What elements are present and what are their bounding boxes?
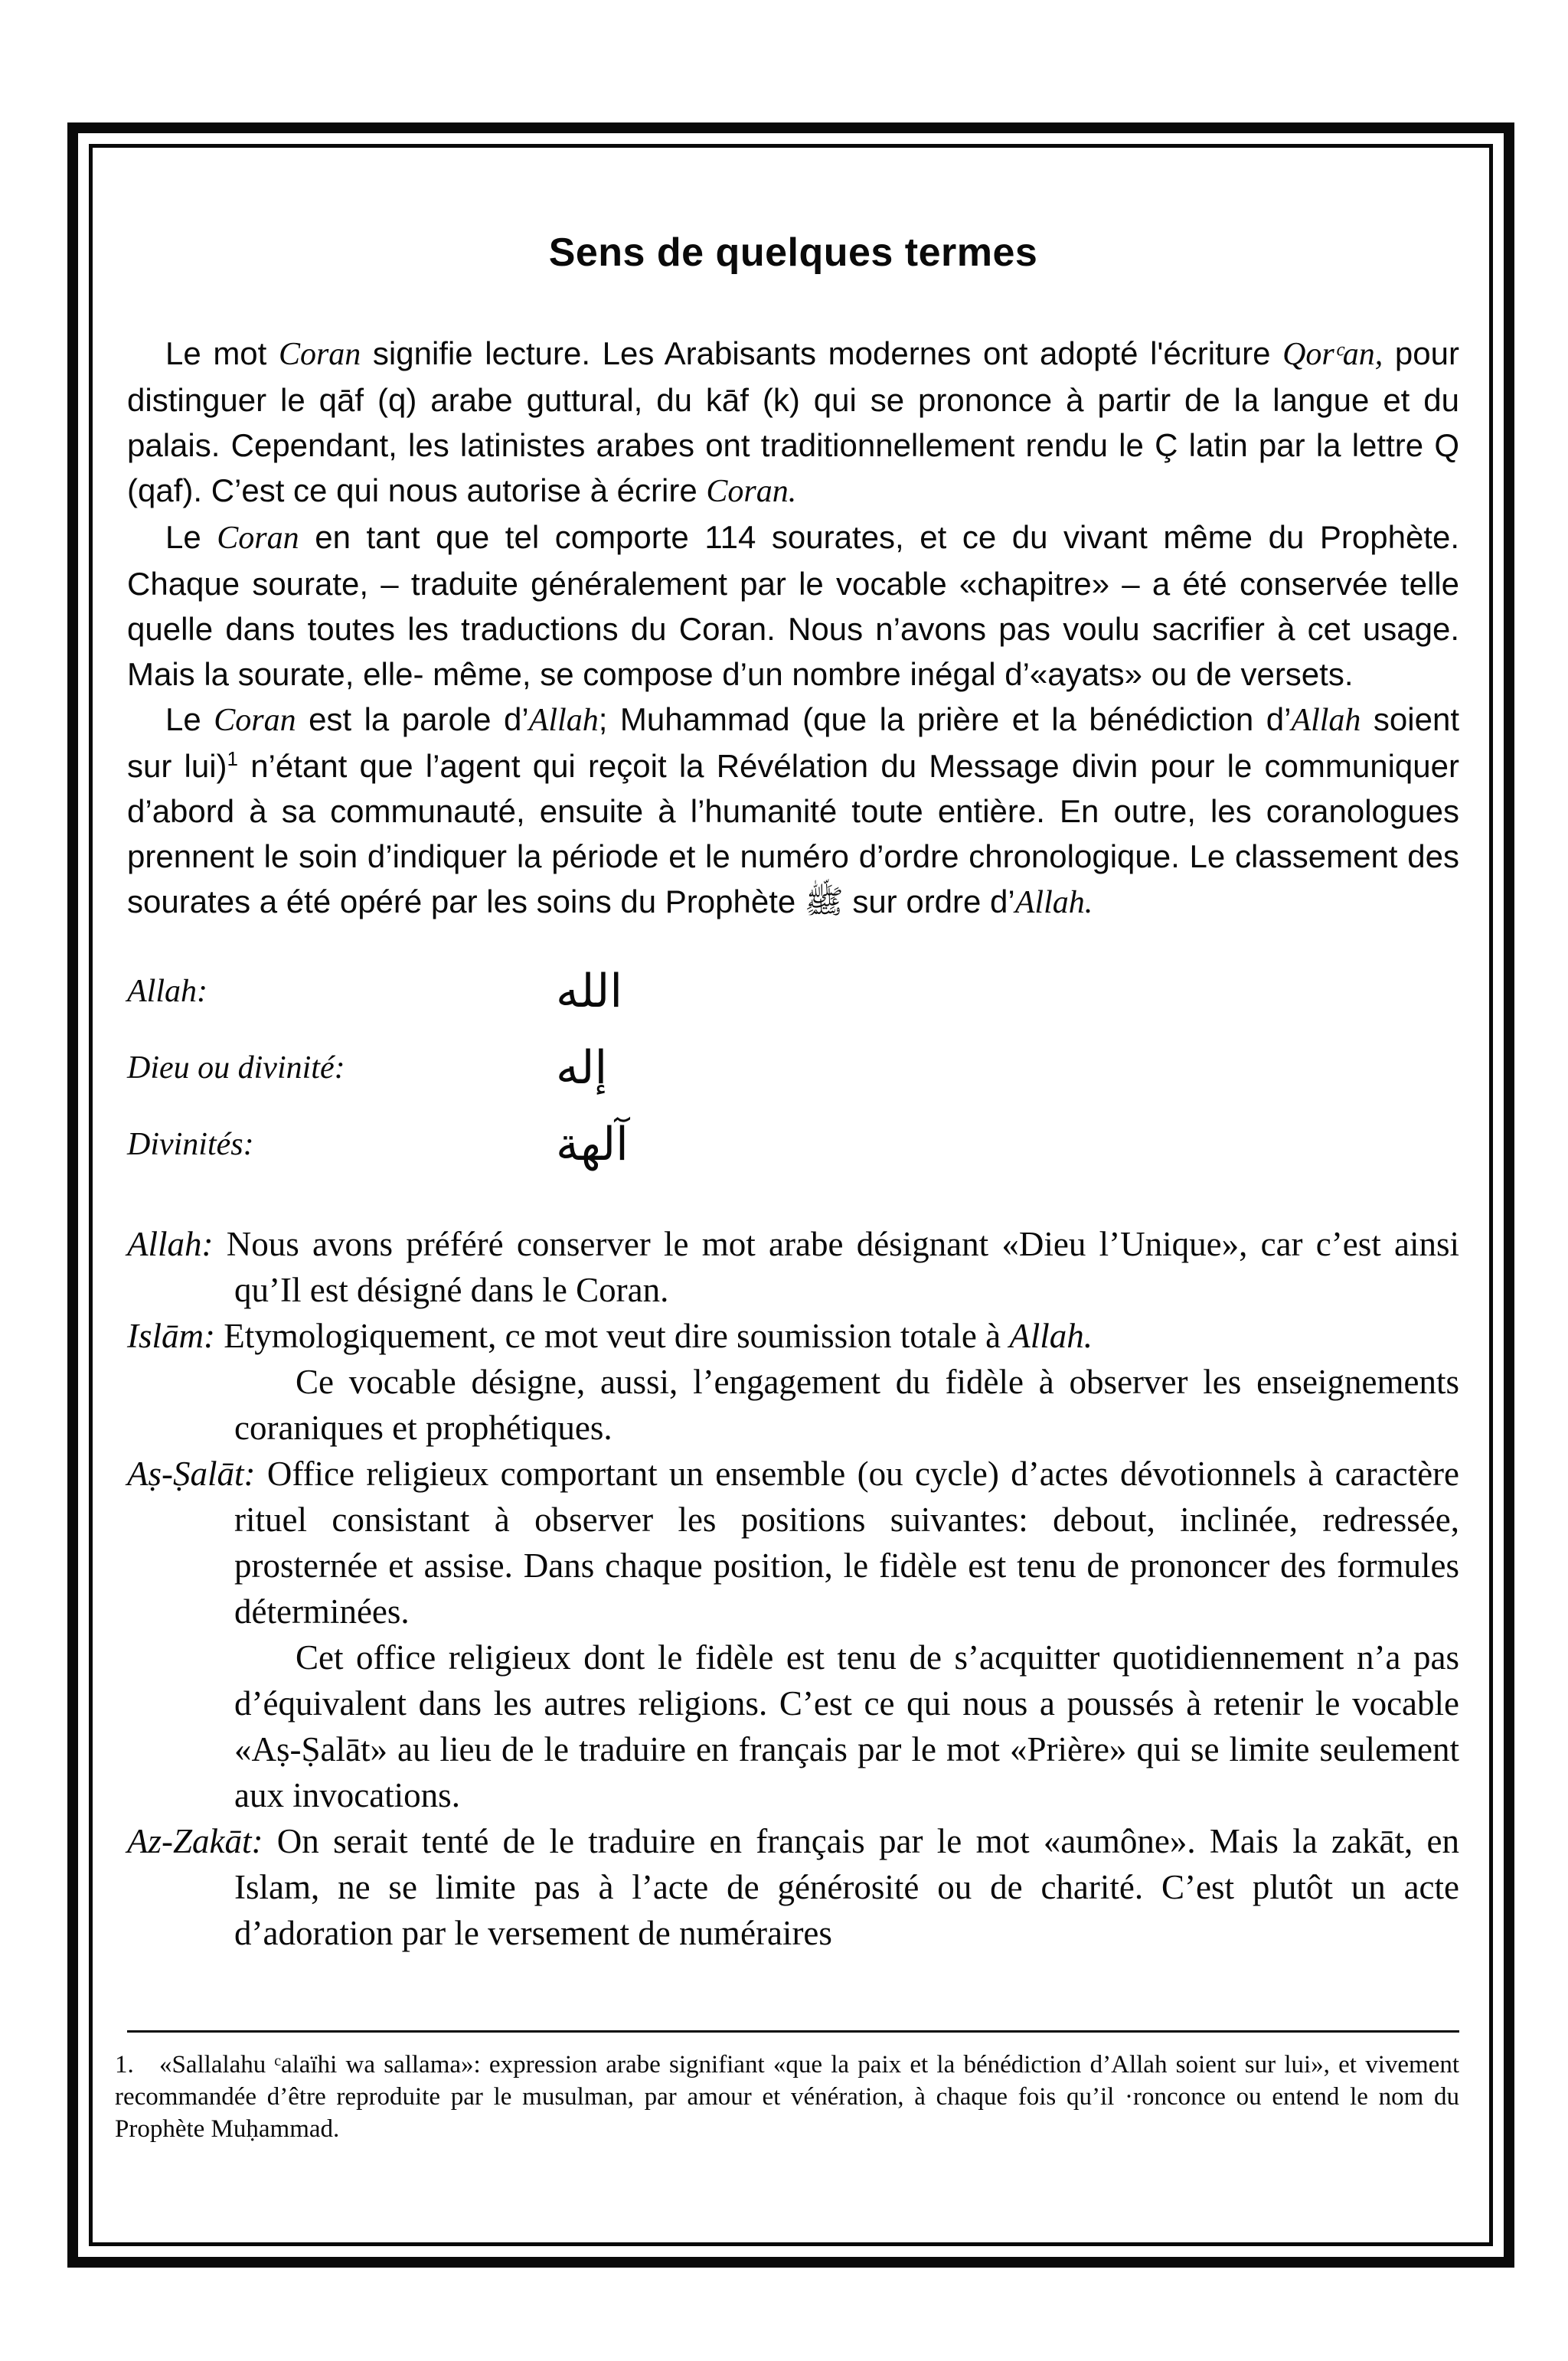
page-title: Sens de quelques termes xyxy=(548,230,1038,275)
term-label: Dieu ou divinité: xyxy=(127,1050,345,1086)
intro-paragraph-1: Le mot Coran signifie lecture. Les Arabisants modernes ont adopté l'écriture Qorᶜan, pour distinguer le qāf (q) arabe guttural, du kāf (k) qui se prononce à partir de la langue et du palais. Cependant, les latinistes arabes ont traditionnellement rendu le Ç latin par la lettre Q (qaf). C’est ce qui nous autorise à écrire Coran. xyxy=(127,335,1459,509)
footnote-divider xyxy=(127,2030,1459,2033)
footnote-marker: 1 xyxy=(227,747,239,770)
arabic-terms xyxy=(127,953,1459,1183)
footnote-number: 1. xyxy=(115,2051,134,2079)
definition-islam: Islām: Etymologiquement, ce mot veut dire soumission totale à Allah. xyxy=(127,1317,1093,1355)
intro-paragraph-3: Le Coran est la parole d’Allah; Muhammad (que la prière et la bénédiction d’Allah soient sur lui)$^1$ n’étant que l’agent qui reçoit la Révélation du Message divin pour le communiquer d’abord à sa communauté, ensuite à l’humanité toute entière. En outre, les coranologues prennent le soin d’indiquer la période et le numéro d’ordre chronologique. Le classement des sourates a été opéré par les soins du Prophète ﷺ sur ordre d’Allah. xyxy=(127,701,1460,920)
definition-allah: Allah: Nous avons préféré conserver le mot arabe désignant «Dieu l’Unique», car c’est ainsi qu’Il est désigné dans le Coran. xyxy=(127,1225,1459,1309)
term-row xyxy=(127,1106,1459,1183)
footnote-text: «Sallalahu ᶜalaïhi wa sallama»: expression arabe signifiant «que la paix et la bénédiction d’Allah soient sur lui», et vivement recommandée d’être reproduite par le musulman, par amour et vénération, à chaque fois qu’il ·ronconce ou entend le nom du Prophète Muḥammad. xyxy=(115,2051,1459,2143)
term-label: Divinités: xyxy=(127,1127,254,1162)
page-content xyxy=(127,230,1459,1956)
term-arabic: آلهة xyxy=(556,1118,629,1171)
term-row xyxy=(127,1030,1459,1106)
footnote xyxy=(115,2049,1459,2145)
term-arabic: إله xyxy=(556,1041,608,1095)
definition-salat: Aṣ-Ṣalāt: Office religieux comportant un ensemble (ou cycle) d’actes dévotionnels à caractère rituel consistant à observer les positions suivantes: debout, inclinée, redressée, prosternée et assise. Dans chaque position, le fidèle est tenu de prononcer des formules déterminées. xyxy=(127,1455,1459,1631)
term-label: Allah: xyxy=(127,974,207,1009)
definition-islam-continued: Ce vocable désigne, aussi, l’engagement du fidèle à observer les enseignements coraniques et prophétiques. xyxy=(234,1363,1459,1447)
definition-salat-continued: Cet office religieux dont le fidèle est tenu de s’acquitter quotidiennement n’a pas d’équivalent dans les autres religions. C’est ce qui nous a poussés à retenir le vocable «Aṣ-Ṣalāt» au lieu de le traduire en français par le mot «Prière» qui se limite seulement aux invocations. xyxy=(234,1638,1459,1814)
definition-zakat: Az-Zakāt: On serait tenté de le traduire en français par le mot «aumône». Mais la zakāt, en Islam, ne se limite pas à l’acte de générosité ou de charité. C’est plutôt un acte d’adoration par le versement de numéraires xyxy=(127,1822,1459,1952)
term-row xyxy=(127,953,1459,1030)
term-arabic: الله xyxy=(556,965,622,1018)
intro-paragraph-2: Le Coran en tant que tel comporte 114 sourates, et ce du vivant même du Prophète. Chaque sourate, – traduite généralement par le vocable «chapitre» – a été conservée telle quelle dans toutes les traductions du Coran. Nous n’avons pas voulu sacrifier à cet usage. Mais la sourate, elle- même, se compose d’un nombre inégal d’«ayats» ou de versets. xyxy=(127,519,1460,692)
definitions xyxy=(127,1221,1459,1956)
honorific-glyph: ﷺ xyxy=(804,883,844,919)
